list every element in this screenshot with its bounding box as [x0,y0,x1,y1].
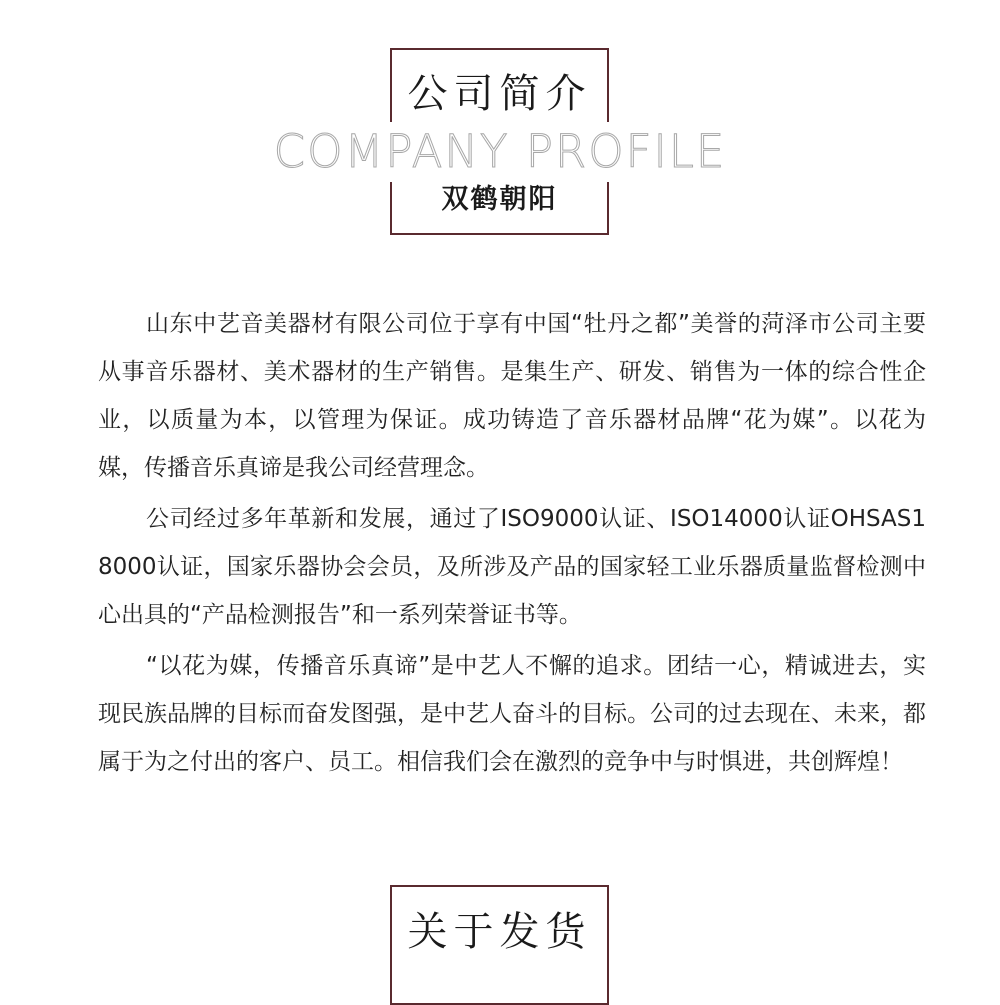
profile-paragraph-2: 公司经过多年革新和发展，通过了ISO9000认证、ISO14000认证OHSAS18000认证，国家乐器协会会员，及所涉及产品的国家轻工业乐器质量监督检测中心出具的“产品检测报告”和一系列荣誉证书等。 [98,506,926,628]
profile-title: 公司简介 [407,71,592,117]
profile-body [98,300,926,786]
profile-paragraph-3: “以花为媒，传播音乐真谛”是中艺人不懈的追求。团结一心，精诚进去，实现民族品牌的目标而奋发图强，是中艺人奋斗的目标。公司的过去现在、未来，都属于为之付出的客户、员工。相信我们会在激烈的竞争中与时惧进，共创辉煌！ [98,653,926,775]
profile-subtitle: 双鹤朝阳 [441,184,558,215]
profile-paragraph-1: 山东中艺音美器材有限公司位于享有中国“牡丹之都”美誉的菏泽市公司主要从事音乐器材、美术器材的生产销售。是集生产、研发、销售为一体的综合性企业，以质量为本，以管理为保证。成功铸造了音乐器材品牌“花为媒”。以花为媒，传播音乐真谛是我公司经营理念。 [98,311,926,481]
profile-title-en: COMPANY PROFILE [250,122,750,182]
shipping-title: 关于发货 [407,909,592,955]
